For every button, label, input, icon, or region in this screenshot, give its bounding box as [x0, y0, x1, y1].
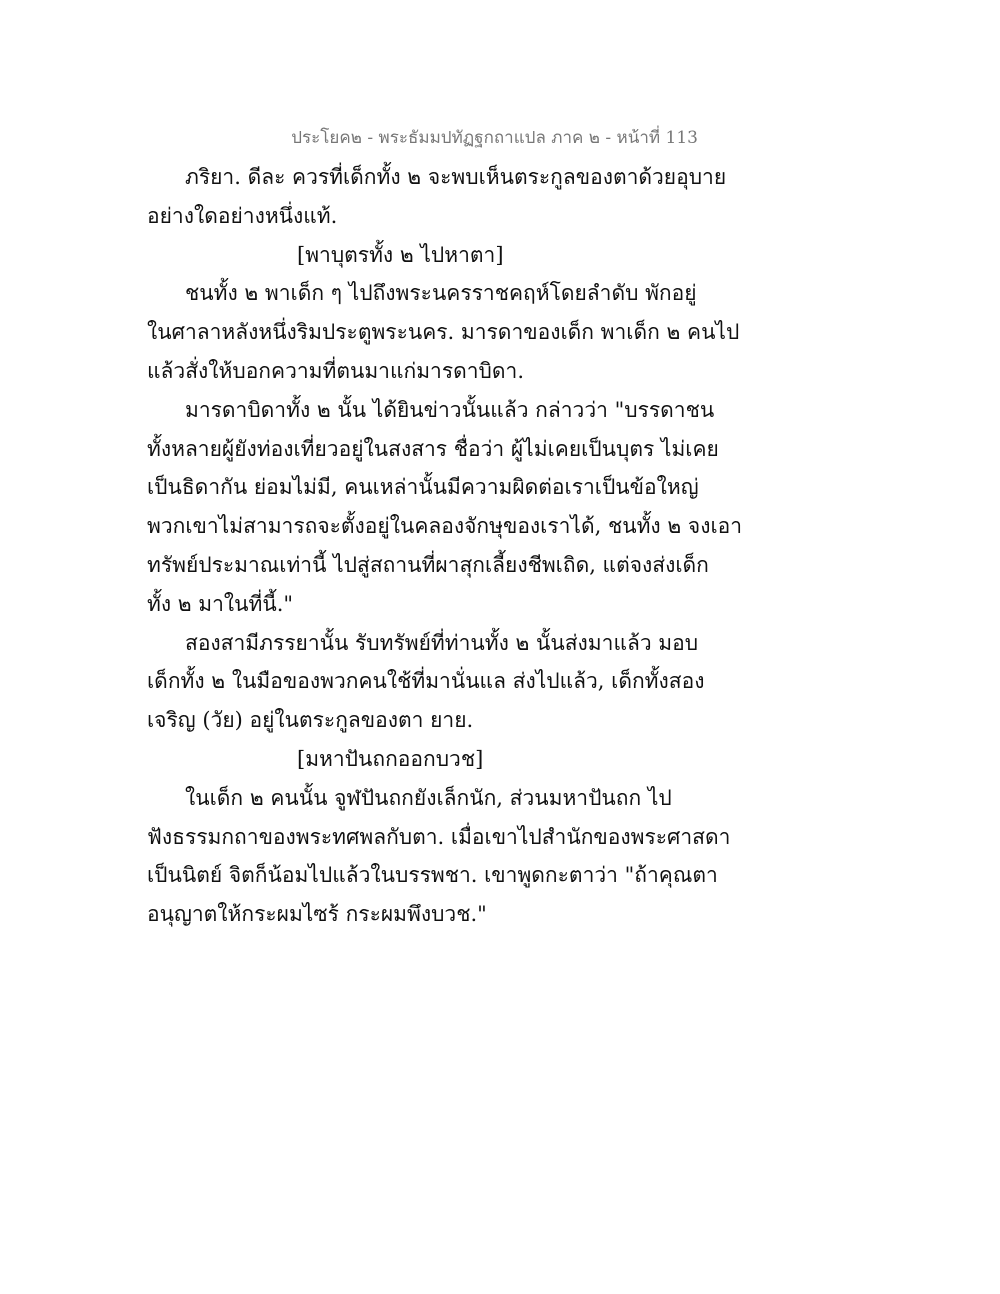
text-line: เป็นธิดากัน ย่อมไม่มี, คนเหล่านั้นมีความผิดต่อเราเป็นข้อใหญ่: [147, 475, 699, 500]
text-line: สองสามีภรรยานั้น รับทรัพย์ที่ท่านทั้ง ๒ นั้นส่งมาแล้ว มอบ: [185, 630, 699, 655]
text-line: อย่างใดอย่างหนึ่งแท้.: [147, 203, 338, 228]
body-text: [147, 158, 743, 934]
text-line: ในเด็ก ๒ คนนั้น จูฬปันถกยังเล็กนัก, ส่วนมหาปันถก ไป: [185, 785, 672, 810]
text-line: มารดาบิดาทั้ง ๒ นั้น ได้ยินข่าวนั้นแล้ว กล่าวว่า "บรรดาชน: [185, 397, 715, 422]
text-line: ชนทั้ง ๒ พาเด็ก ๆ ไปถึงพระนครราชคฤห์โดยลำดับ พักอยู่: [185, 281, 697, 306]
text-line: เป็นนิตย์ จิตก็น้อมไปแล้วในบรรพชา. เขาพูดกะตาว่า "ถ้าคุณตา: [147, 863, 718, 888]
text-line: ทั้ง ๒ มาในที่นี้.": [147, 591, 294, 616]
text-line: ทั้งหลายผู้ยังท่องเที่ยวอยู่ในสงสาร ชื่อว่า ผู้ไม่เคยเป็นบุตร ไม่เคย: [147, 436, 719, 461]
text-line: เจริญ (วัย) อยู่ในตระกูลของตา ยาย.: [147, 708, 474, 733]
text-line: ในศาลาหลังหนึ่งริมประตูพระนคร. มารดาของเด็ก พาเด็ก ๒ คนไป: [147, 320, 740, 345]
section-heading: [พาบุตรทั้ง ๒ ไปหาตา]: [297, 242, 504, 267]
text-line: แล้วสั่งให้บอกความที่ตนมาแก่มารดาบิดา.: [147, 358, 524, 383]
text-line: ฟังธรรมกถาของพระทศพลกับตา. เมื่อเขาไปสำนักของพระศาสดา: [147, 824, 731, 849]
text-line: ทรัพย์ประมาณเท่านี้ ไปสู่สถานที่ผาสุกเลี้ยงชีพเถิด, แต่จงส่งเด็ก: [147, 552, 709, 577]
text-line: อนุญาตให้กระผมไซร้ กระผมพึงบวช.": [147, 902, 487, 927]
text-line: พวกเขาไม่สามารถจะตั้งอยู่ในคลองจักษุของเราได้, ชนทั้ง ๒ จงเอา: [147, 514, 743, 539]
text-line: ภริยา. ดีละ ควรที่เด็กทั้ง ๒ จะพบเห็นตระกูลของตาด้วยอุบาย: [185, 165, 727, 189]
running-header: ประโยค๒ - พระธัมมปทัฏฐกถาแปล ภาค ๒ - หน้าที่ 113: [291, 128, 698, 148]
section-heading: [มหาปันถกออกบวช]: [297, 746, 484, 771]
text-line: เด็กทั้ง ๒ ในมือของพวกคนใช้ที่มานั่นแล ส่งไปแล้ว, เด็กทั้งสอง: [147, 669, 705, 694]
